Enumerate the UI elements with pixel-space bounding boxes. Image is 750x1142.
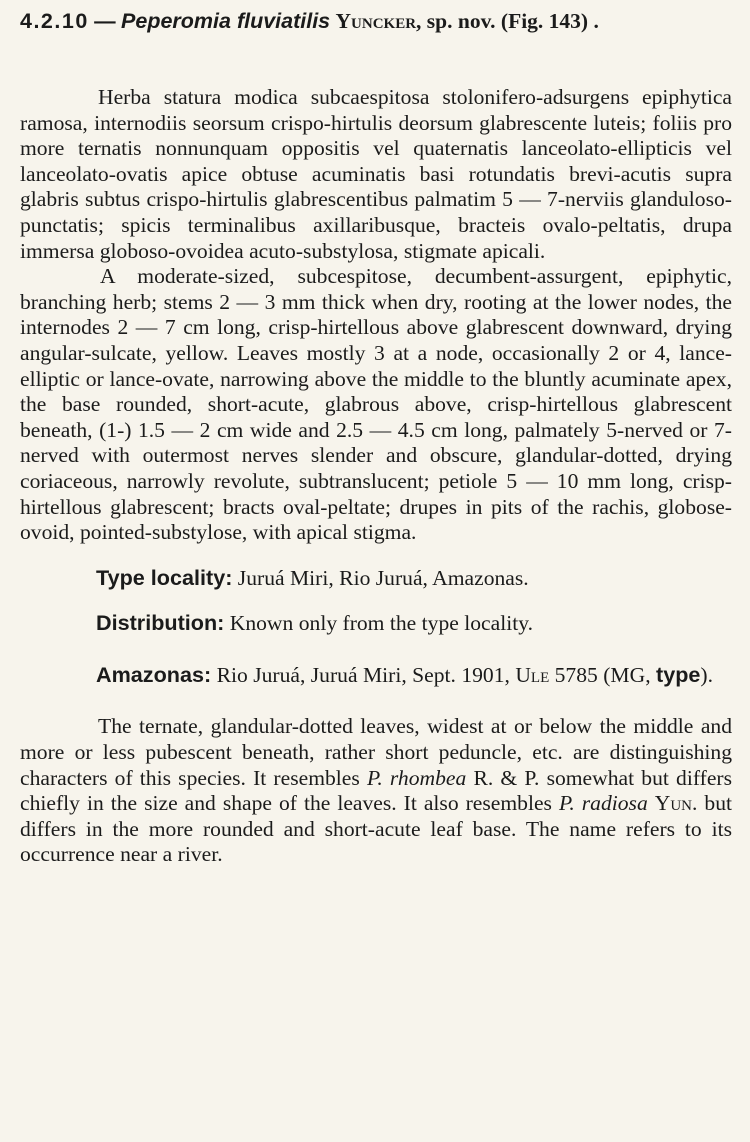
type-locality-label: Type locality:: [96, 564, 233, 590]
remarks-paragraph: [20, 714, 732, 868]
type-locality: [20, 565, 732, 592]
specimen-locality: Rio Juruá, Juruá Miri, Sept. 1901,: [211, 662, 516, 687]
english-description: A moderate-sized, subcespitose, decumbent-assurgent, epiphytic, branching herb; stems 2 — 3 mm thick when dry, rooting at the lower nodes, the internodes 2 — 7 cm long, crisp-hirtellous above glabrescent downward, drying angular-sulcate, yellow. Leaves mostly 3 at a node, occasionally 2 or 4, lance-elliptic or lance-ovate, narrowing above the middle to the bluntly acuminate apex, the base rounded, short-acute, glabrous above, crisp-hirtellous glabrescent beneath, (1-) 1.5 — 2 cm wide and 2.5 — 4.5 cm long, palmately 5-nerved or 7-nerved with outermost nerves slender and obscure, glandular-dotted, drying coriaceous, narrowly revolute, subtranslucent; petiole 5 — 10 mm long, crisp-hirtellous glabrescent; bracts oval-peltate; drupes in pits of the rachis, globose-ovoid, pointed-substylose, with apical stigma.: [20, 264, 732, 545]
distribution-label: Distribution:: [96, 610, 225, 636]
specimen-end: ).: [700, 662, 714, 687]
type-locality-value: Juruá Miri, Rio Juruá, Amazonas.: [232, 565, 529, 590]
compared-species-2: P. radiosa: [558, 791, 648, 816]
heading-dash: —: [94, 9, 116, 33]
species-heading: [20, 6, 732, 36]
specimen-region-label: Amazonas:: [96, 661, 212, 687]
specimen-number: 5785 (MG,: [549, 662, 657, 687]
collector-name: Ule: [515, 662, 550, 687]
distribution-value: Known only from the type locality.: [224, 611, 533, 636]
specimen-citation: [20, 662, 732, 689]
compared-species-2-author: Yun.: [654, 791, 698, 816]
taxon-name: Peperomia fluviatilis: [121, 9, 331, 33]
distribution: [20, 610, 732, 637]
compared-species-1: P. rhombea: [366, 765, 467, 790]
remarks-text-1: The ternate, glandular-dotted leaves, widest at or below the middle and more or less pubescent beneath, rather short peduncle, etc. are distinguishing characters of this species. It resembles: [20, 714, 732, 790]
taxon-status: , sp. nov.: [416, 9, 496, 33]
remarks-text-3: but differs in the more rounded and short-acute leaf base. The name refers to its occurrence near a river.: [20, 791, 733, 867]
remarks-text-2: R. & P. somewhat but differs chiefly in the size and shape of the leaves. It also resembles: [20, 765, 733, 816]
latin-description: Herba statura modica subcaespitosa stolonifero-adsurgens epiphytica ramosa, internodiis seorsum crispo-hirtulis deorsum glabrescente luteis; foliis pro more ternatis nonnunquam oppositis vel quaternatis lanceolato-ellipticis vel lanceolato-ovatis apice obtuse acuminatis basi rotundatis brevi-acutis supra glabris subtus crispo-hirtulis glabrescentibus palmatim 5 — 7-nerviis glanduloso-punctatis; spicis terminalibus axillaribusque, bracteis ovalo-peltatis, drupa immersa globoso-ovoidea acuto-substylosa, stigmate apicali.: [20, 85, 732, 263]
section-number: 4.2.10: [20, 9, 89, 33]
figure-reference: (Fig. 143): [500, 9, 589, 33]
type-designation: type: [656, 661, 701, 687]
taxon-author: Yuncker: [335, 9, 417, 33]
heading-end: .: [593, 9, 599, 33]
